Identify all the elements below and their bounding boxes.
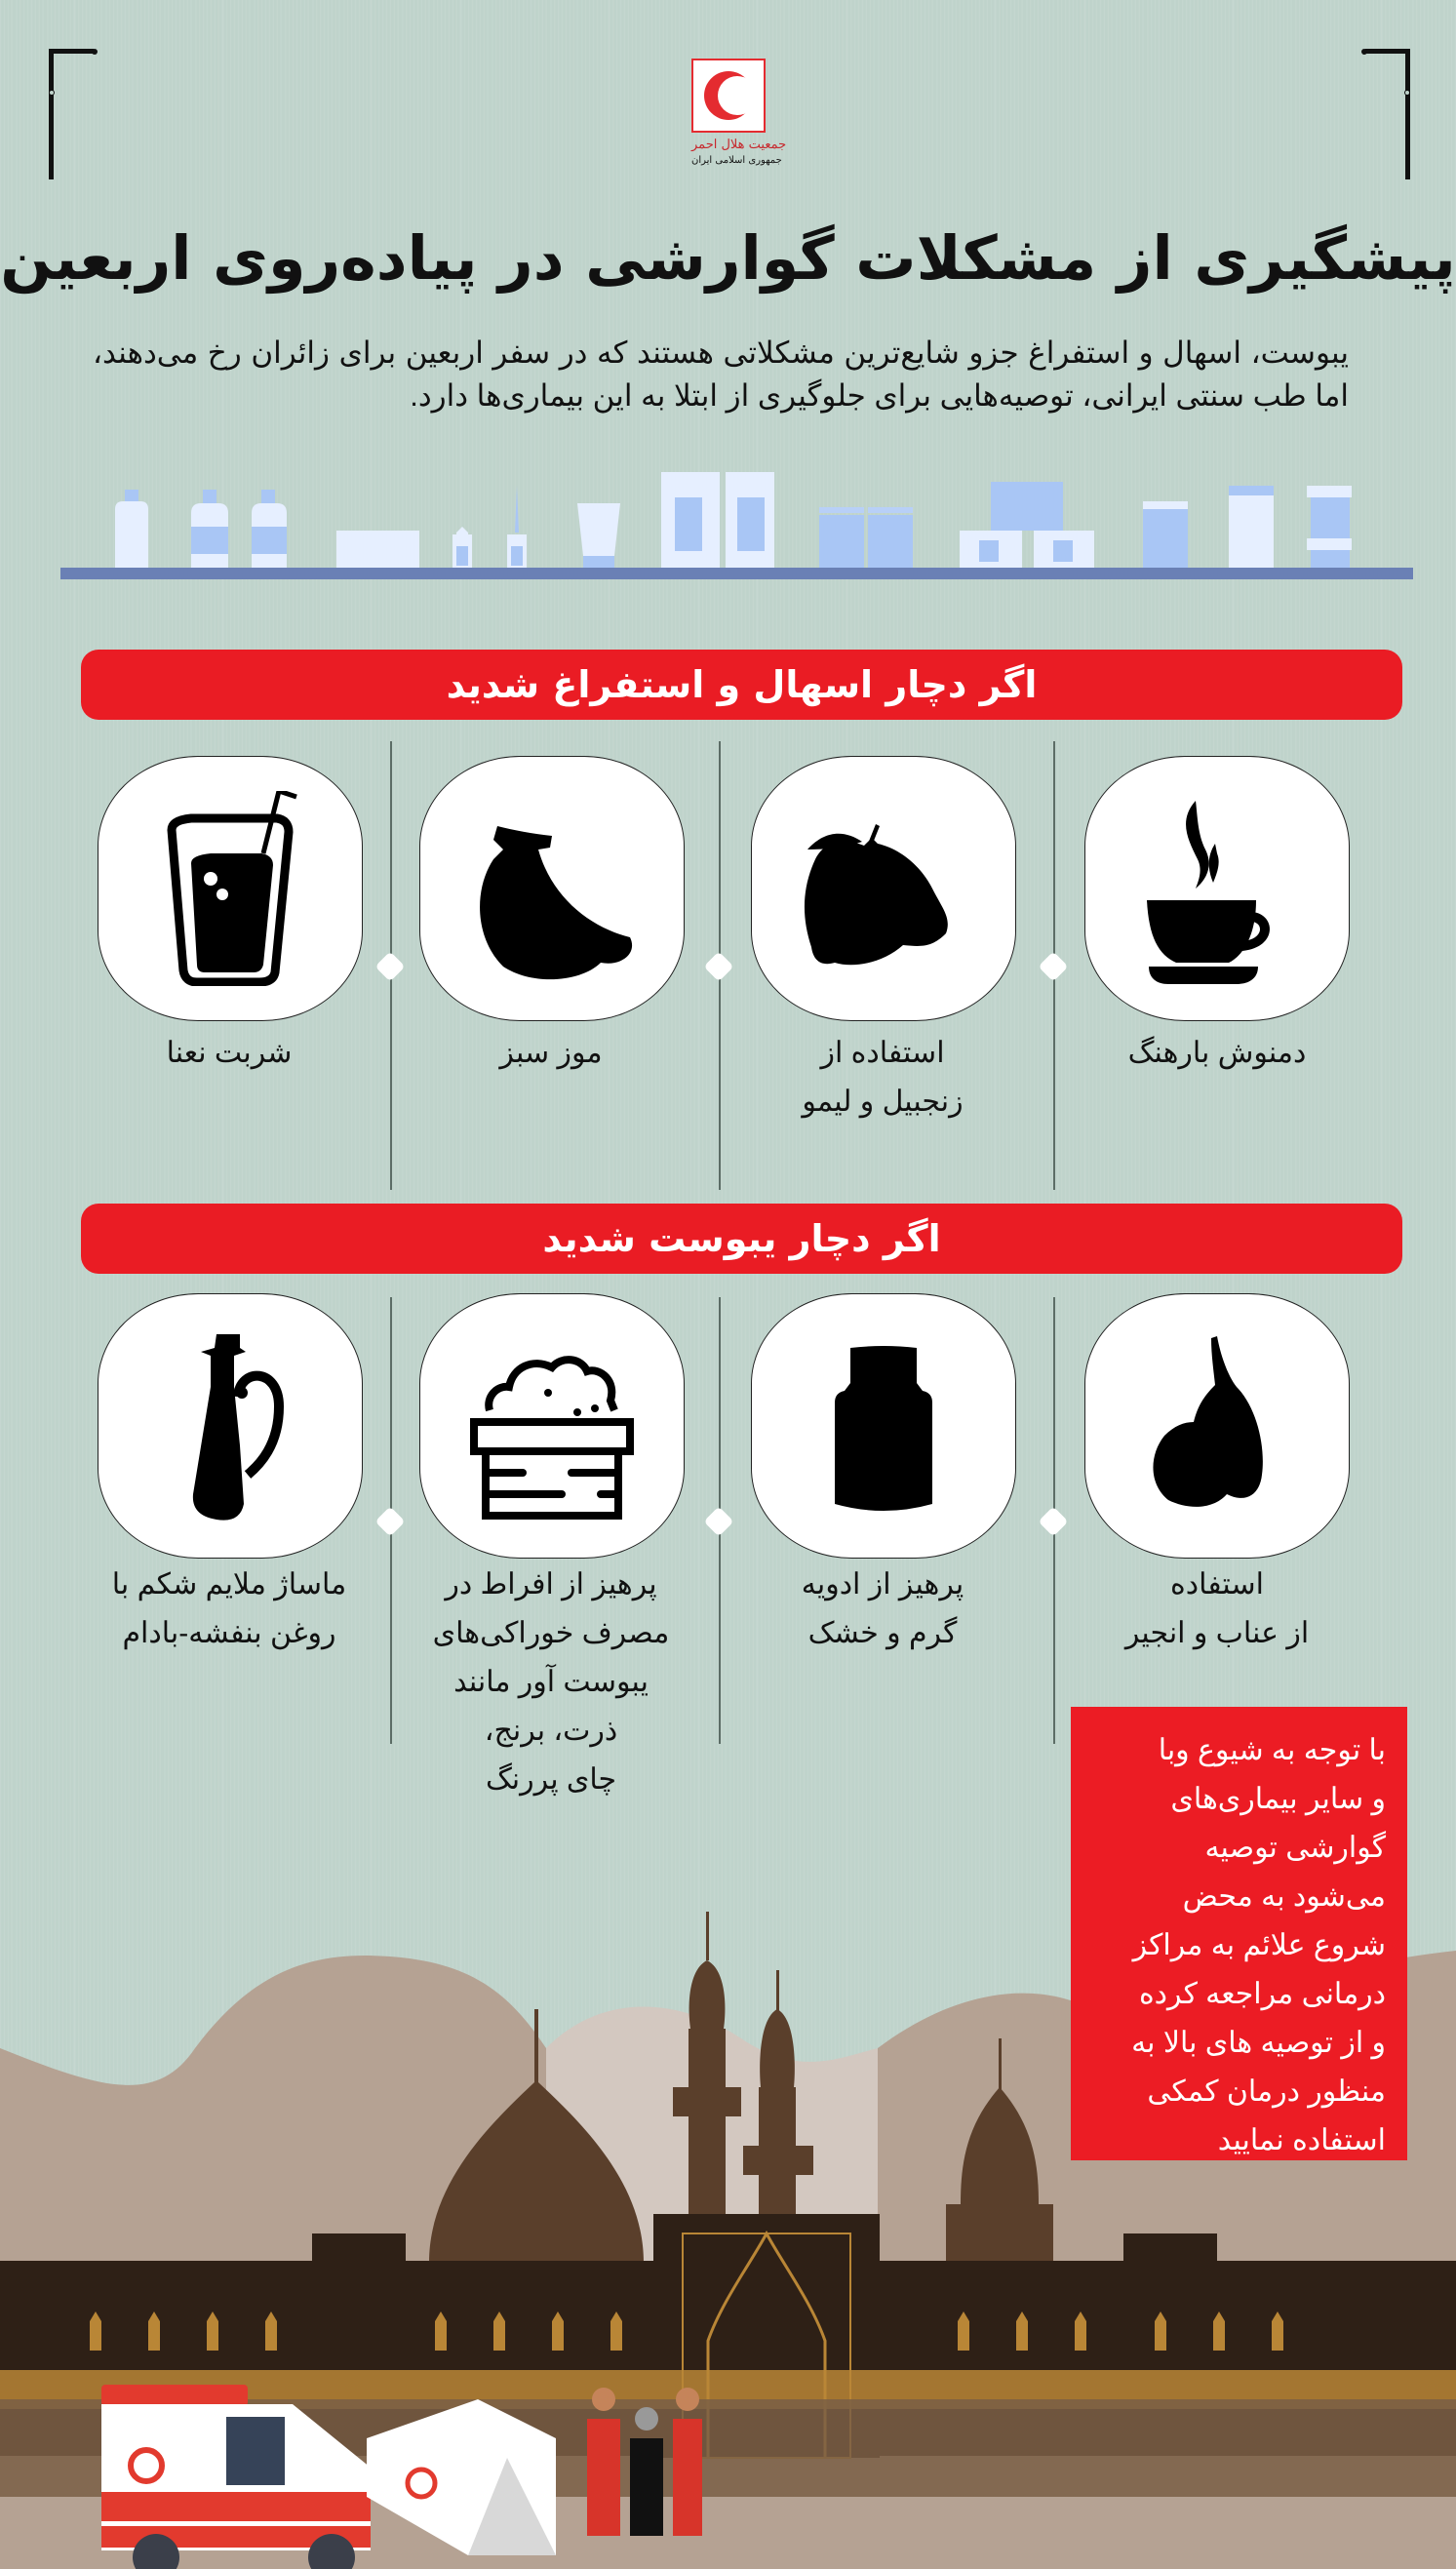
logo-name: جمعیت هلال احمر bbox=[691, 138, 787, 152]
item-label: موز سبز bbox=[499, 1037, 603, 1069]
divider-marker bbox=[1038, 951, 1068, 981]
shelf-bar bbox=[60, 568, 1413, 579]
red-crescent-icon bbox=[691, 59, 766, 133]
drink-glass-icon bbox=[133, 791, 328, 986]
divider-marker bbox=[1038, 1506, 1068, 1536]
card-oil-bottle bbox=[98, 1293, 363, 1559]
card-lemon bbox=[751, 756, 1016, 1021]
fig-icon bbox=[1120, 1328, 1315, 1523]
tea-cup-icon bbox=[1120, 791, 1315, 986]
lemon-icon bbox=[786, 791, 981, 986]
item-label: ماساژ ملایم شکم با روغن بنفشه-بادام bbox=[111, 1568, 347, 1649]
corner-bracket-right bbox=[1361, 41, 1410, 178]
item-label: دمنوش بارهنگ bbox=[1127, 1037, 1307, 1069]
section-heading-constipation: اگر دچار یبوست شدید bbox=[81, 1204, 1402, 1274]
item-label: استفاده از زنجبیل و لیمو bbox=[802, 1037, 964, 1118]
item-label: استفاده از عناب و انجیر bbox=[1124, 1568, 1310, 1649]
divider-marker bbox=[703, 1506, 733, 1536]
corner-bracket-left bbox=[49, 41, 98, 178]
card-banana bbox=[419, 756, 685, 1021]
item-label: شربت نعنا bbox=[166, 1037, 293, 1069]
card-spice-jar bbox=[751, 1293, 1016, 1559]
item-label: پرهیز از افراط در مصرف خوراکی‌های یبوست آور مانند ذرت، برنج، چای پررنگ bbox=[432, 1568, 670, 1796]
card-tea bbox=[1084, 756, 1350, 1021]
card-drink bbox=[98, 756, 363, 1021]
divider-marker bbox=[374, 1506, 405, 1536]
item-label: پرهیز از ادویه گرم و خشک bbox=[801, 1568, 964, 1649]
medics-illustration bbox=[587, 2388, 702, 2536]
section-heading-diarrhea: اگر دچار اسهال و استفراغ شدید bbox=[81, 650, 1402, 720]
medicine-shelf-illustration bbox=[0, 449, 1456, 571]
banana-icon bbox=[454, 791, 649, 986]
oil-bottle-icon bbox=[133, 1328, 328, 1523]
page-title: پیشگیری از مشکلات گوارشی در پیاده‌روی اربعین bbox=[0, 222, 1456, 294]
spice-jar-icon bbox=[786, 1328, 981, 1523]
logo-subtitle: جمهوری اسلامی ایران bbox=[691, 155, 782, 166]
divider-marker bbox=[703, 951, 733, 981]
notice-box: با توجه به شیوع وبا و سایر بیماری‌های گوارشی توصیه می‌شود به محض شروع علائم به مراکز درمانی مراجعه کرده و از توصیه های بالا به منظور درمان کمکی استفاده نمایید bbox=[1071, 1707, 1407, 2160]
intro-paragraph: یبوست، اسهال و استفراغ جزو شایع‌ترین مشکلاتی هستند که در سفر اربعین برای زائران رخ می‌دهند، اما طب سنتی ایرانی، توصیه‌هایی برای جلوگیری از ابتلا به این بیماری‌ها دارد. bbox=[93, 336, 1349, 413]
red-crescent-logo bbox=[691, 59, 787, 168]
card-fig bbox=[1084, 1293, 1350, 1559]
card-grain-basket bbox=[419, 1293, 685, 1559]
divider-marker bbox=[374, 951, 405, 981]
grain-basket-icon bbox=[454, 1328, 649, 1523]
